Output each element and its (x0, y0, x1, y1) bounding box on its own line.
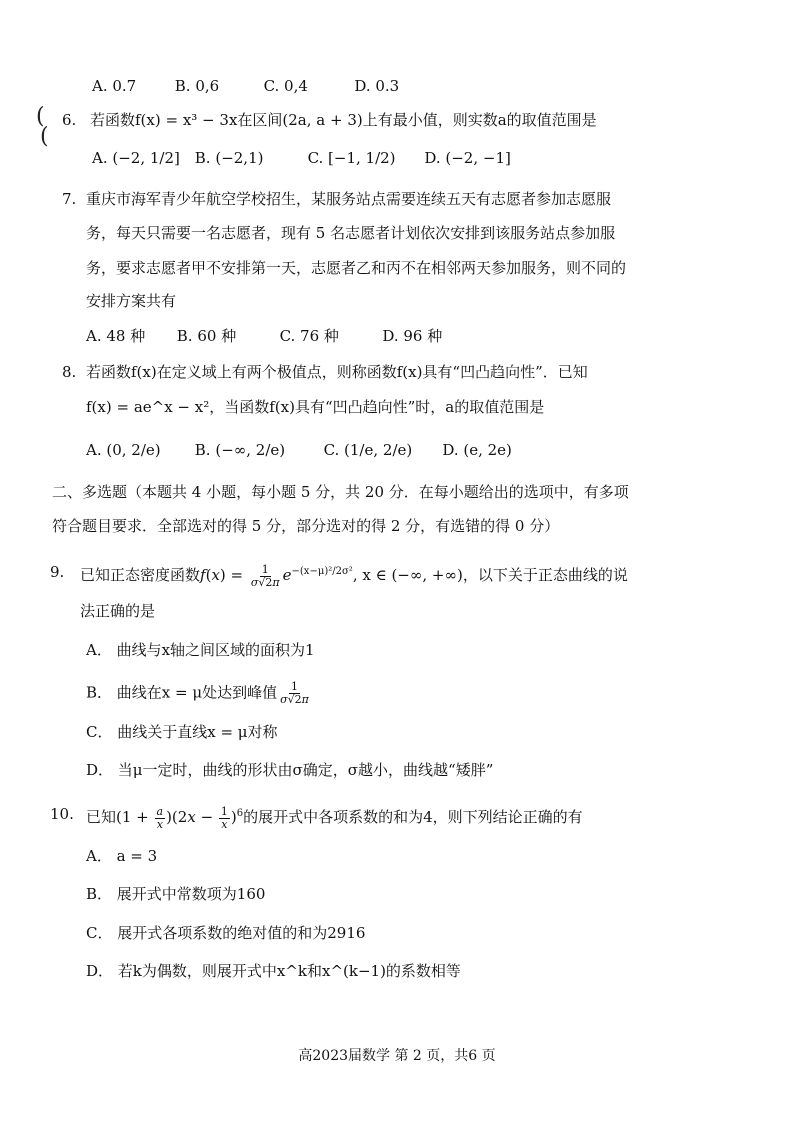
q7-options (86, 326, 442, 346)
q10-pre: 已知 (86, 808, 117, 826)
q7-option-d: D. 96 种 (382, 327, 443, 345)
q9-option-a: A． 曲线与x轴之间区域的面积为1 (86, 641, 315, 659)
pencil-mark: ( (36, 104, 45, 129)
q6-option-d: D. (−2, −1] (424, 149, 511, 167)
q8-option-a: A. (0, 2/e) (86, 441, 161, 459)
q8-number: 8. (62, 363, 77, 381)
q9-option-b-text: B． 曲线在x = μ处达到峰值 (86, 683, 278, 702)
q9-pre: 已知正态密度函数 (80, 566, 201, 584)
q9-density-formula: f(x) = $\frac{1}{\sigma√2\pi}$ $e^{-(x-\mu)^2/2\sigma^2}$ (200, 562, 353, 589)
q10-option-b: B． 展开式中常数项为160 (86, 885, 266, 903)
q5-options (92, 76, 399, 96)
pencil-mark: ( (40, 124, 49, 149)
q5-option-a: A. 0.7 (92, 77, 137, 95)
q7-number: 7. (62, 190, 77, 208)
q7-option-a: A. 48 种 (86, 327, 146, 345)
q10-option-a: A． a = 3 (86, 847, 158, 865)
q8-line2: f(x) = ae^x − x²，当函数f(x)具有“凹凸趋向性”时，a的取值范围是 (86, 398, 545, 416)
q7-line: 务，要求志愿者甲不安排第一天，志愿者乙和丙不在相邻两天参加服务，则不同的 (86, 259, 627, 277)
q6-number: 6. (62, 111, 77, 129)
q8-options (86, 440, 512, 460)
q9-option-d: D． 当μ一定时，曲线的形状由σ确定，σ越小，曲线越“矮胖” (86, 761, 494, 779)
q10-number: 10. (50, 805, 74, 823)
q9-number: 9. (50, 563, 65, 581)
q7-line: 务，每天只需要一名志愿者，现有 5 名志愿者计划依次安排到该服务站点参加服 (86, 224, 616, 242)
q7-option-c: C. 76 种 (279, 327, 339, 345)
q6-text: 若函数f(x) = x³ − 3x在区间(2a, a + 3)上有最小值，则实数a的取值范围是 (90, 111, 597, 129)
q6-options (92, 148, 511, 168)
q9-option-c: C． 曲线关于直线x = μ对称 (86, 723, 278, 741)
q5-option-c: C. 0,4 (263, 77, 308, 95)
q6-option-b: B. (−2,1) (194, 149, 264, 167)
q7-option-b: B. 60 种 (176, 327, 237, 345)
q8-option-d: D. (e, 2e) (442, 441, 512, 459)
q9-peak-fraction: $\frac{1}{\sigma√2\pi}$ (280, 680, 309, 706)
section-heading-cont: 符合题目要求．全部选对的得 5 分，部分选对的得 2 分，有选错的得 0 分） (52, 517, 560, 535)
q8-option-b: B. (−∞, 2/e) (194, 441, 286, 459)
q8-option-c: C. (1/e, 2/e) (323, 441, 413, 459)
q5-option-d: D. 0.3 (354, 77, 400, 95)
q9-line2: 法正确的是 (80, 602, 156, 620)
q10-text (86, 804, 583, 831)
q10-expression: (1 + $\frac{a}{x}$ )(2x − $\frac{1}{x}$ )$^6$ (116, 804, 244, 831)
q9-post: , x ∈ (−∞, +∞)，以下关于正态曲线的说 (352, 566, 628, 584)
q5-option-b: B. 0,6 (174, 77, 220, 95)
section-heading: 二、多选题（本题共 4 小题，每小题 5 分，共 20 分．在每小题给出的选项中，有多项 (52, 483, 629, 501)
q10-option-c: C． 展开式各项系数的绝对值的和为2916 (86, 924, 366, 942)
q7-line: 安排方案共有 (86, 292, 177, 310)
q9-text (80, 562, 628, 589)
q10-post: 的展开式中各项系数的和为4，则下列结论正确的有 (243, 808, 583, 826)
q8-line1: 若函数f(x)在定义域上有两个极值点，则称函数f(x)具有“凹凸趋向性”．已知 (86, 363, 588, 381)
q6-option-c: C. [−1, 1/2) (307, 149, 396, 167)
page-footer: 高2023届数学 第 2 页，共6 页 (298, 1048, 496, 1064)
q9-option-b (86, 681, 312, 706)
q7-line: 重庆市海军青少年航空学校招生，某服务站点需要连续五天有志愿者参加志愿服 (86, 190, 612, 208)
q10-option-d: D． 若k为偶数，则展开式中x^k和x^(k−1)的系数相等 (86, 962, 461, 980)
q6-option-a: A. (−2, 1/2] (92, 149, 180, 167)
